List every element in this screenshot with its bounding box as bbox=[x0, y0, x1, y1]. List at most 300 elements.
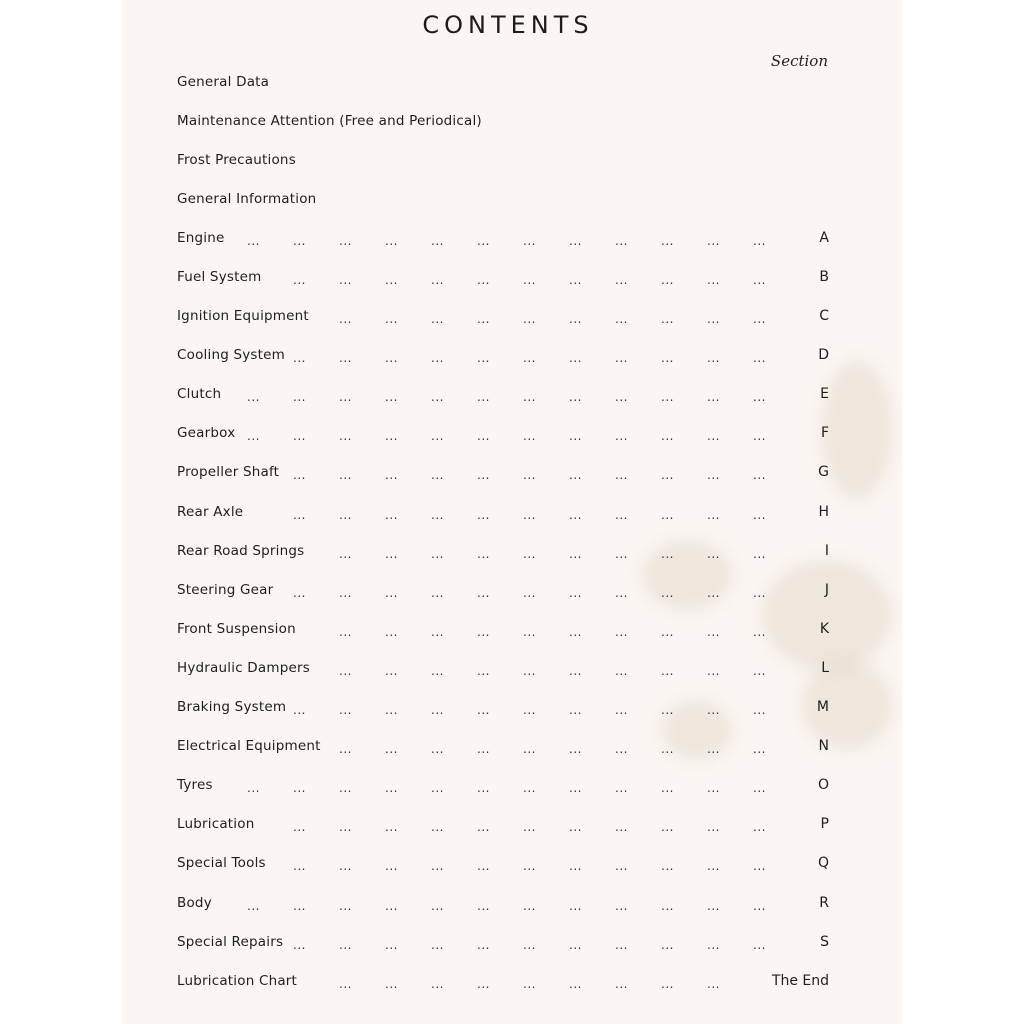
leader-dots: ... bbox=[523, 663, 536, 678]
leader-dots: ... bbox=[661, 429, 674, 444]
leader-dots: ... bbox=[615, 233, 628, 248]
toc-entry[interactable] bbox=[177, 805, 829, 844]
leader-dots: ... bbox=[615, 272, 628, 287]
leader-dots: ... bbox=[385, 741, 398, 756]
leader-dots: ... bbox=[615, 351, 628, 366]
page-title: CONTENTS bbox=[422, 11, 594, 39]
leader-dots: ... bbox=[661, 624, 674, 639]
toc-entry-label: Lubrication Chart bbox=[177, 972, 298, 989]
toc-entry[interactable] bbox=[177, 492, 829, 531]
toc-section-letter: K bbox=[819, 620, 829, 637]
toc-entry[interactable] bbox=[177, 375, 829, 414]
leader-dots: ... bbox=[293, 468, 306, 483]
toc-section-letter: A bbox=[819, 229, 829, 246]
toc-entry-label: General Information bbox=[177, 190, 317, 207]
leader-dots: ... bbox=[569, 311, 582, 326]
leader-dots: ... bbox=[339, 233, 352, 248]
leader-dots: ... bbox=[431, 233, 444, 248]
leader-dots: ... bbox=[523, 311, 536, 326]
leader-dots: ... bbox=[569, 585, 582, 600]
leader-dots: ... bbox=[385, 311, 398, 326]
leader-dots: ... bbox=[661, 937, 674, 952]
leader-dots: ... bbox=[615, 390, 628, 405]
leader-dots: ... bbox=[339, 272, 352, 287]
toc-entry-label: Maintenance Attention (Free and Periodical) bbox=[177, 112, 482, 129]
toc-entry-label: Lubrication bbox=[177, 816, 255, 833]
leader-dots: ... bbox=[523, 507, 536, 522]
leader-dots: ... bbox=[385, 898, 398, 913]
leader-dots: ... bbox=[477, 507, 490, 522]
leader-dots: ... bbox=[431, 468, 444, 483]
toc-section-letter: I bbox=[824, 542, 829, 559]
leader-dots: ... bbox=[615, 507, 628, 522]
leader-dots: ... bbox=[385, 468, 398, 483]
dot-leader bbox=[177, 257, 829, 296]
leader-dots: ... bbox=[293, 937, 306, 952]
toc-entry[interactable] bbox=[177, 297, 829, 336]
toc-entry-label: General Data bbox=[177, 73, 270, 90]
toc-entry-label: Rear Axle bbox=[177, 503, 244, 520]
leader-dots: ... bbox=[707, 546, 720, 561]
leader-dots: ... bbox=[707, 741, 720, 756]
leader-dots: ... bbox=[339, 741, 352, 756]
leader-dots: ... bbox=[615, 741, 628, 756]
toc-section-letter: G bbox=[818, 464, 829, 481]
dot-leader bbox=[177, 492, 829, 531]
leader-dots: ... bbox=[615, 624, 628, 639]
leader-dots: ... bbox=[523, 585, 536, 600]
leader-dots: ... bbox=[569, 781, 582, 796]
leader-dots: ... bbox=[661, 820, 674, 835]
leader-dots: ... bbox=[661, 898, 674, 913]
leader-dots: ... bbox=[247, 429, 260, 444]
toc-entry[interactable] bbox=[177, 844, 829, 883]
leader-dots: ... bbox=[385, 976, 398, 991]
leader-dots: ... bbox=[431, 351, 444, 366]
leader-dots: ... bbox=[707, 272, 720, 287]
leader-dots: ... bbox=[523, 781, 536, 796]
leader-dots: ... bbox=[339, 624, 352, 639]
leader-dots: ... bbox=[477, 741, 490, 756]
leader-dots: ... bbox=[385, 702, 398, 717]
leader-dots: ... bbox=[523, 702, 536, 717]
leader-dots: ... bbox=[385, 781, 398, 796]
leader-dots: ... bbox=[753, 233, 766, 248]
toc-entry[interactable] bbox=[177, 336, 829, 375]
leader-dots: ... bbox=[339, 859, 352, 874]
leader-dots: ... bbox=[477, 390, 490, 405]
toc-entry[interactable] bbox=[177, 883, 829, 922]
dot-leader bbox=[177, 375, 829, 414]
leader-dots: ... bbox=[615, 859, 628, 874]
leader-dots: ... bbox=[753, 272, 766, 287]
toc-section-letter: R bbox=[819, 894, 829, 911]
toc-entry-label: Frost Precautions bbox=[177, 151, 296, 168]
leader-dots: ... bbox=[661, 663, 674, 678]
leader-dots: ... bbox=[707, 624, 720, 639]
toc-section-letter: J bbox=[824, 581, 829, 598]
leader-dots: ... bbox=[247, 233, 260, 248]
leader-dots: ... bbox=[615, 781, 628, 796]
leader-dots: ... bbox=[339, 429, 352, 444]
toc-entry-label: Gearbox bbox=[177, 425, 236, 442]
toc-section-letter: S bbox=[820, 933, 829, 950]
toc-section-letter: M bbox=[816, 699, 829, 716]
leader-dots: ... bbox=[661, 351, 674, 366]
leader-dots: ... bbox=[707, 859, 720, 874]
leader-dots: ... bbox=[293, 585, 306, 600]
leader-dots: ... bbox=[569, 429, 582, 444]
leader-dots: ... bbox=[293, 272, 306, 287]
leader-dots: ... bbox=[661, 702, 674, 717]
leader-dots: ... bbox=[707, 820, 720, 835]
leader-dots: ... bbox=[477, 937, 490, 952]
leader-dots: ... bbox=[569, 507, 582, 522]
leader-dots: ... bbox=[385, 507, 398, 522]
leader-dots: ... bbox=[661, 741, 674, 756]
leader-dots: ... bbox=[523, 546, 536, 561]
leader-dots: ... bbox=[477, 702, 490, 717]
leader-dots: ... bbox=[339, 976, 352, 991]
leader-dots: ... bbox=[385, 390, 398, 405]
dot-leader bbox=[177, 218, 829, 257]
toc-entry-label: Special Tools bbox=[177, 855, 266, 872]
leader-dots: ... bbox=[477, 272, 490, 287]
toc-section-letter: Q bbox=[817, 855, 829, 872]
leader-dots: ... bbox=[661, 781, 674, 796]
toc-section-letter: The End bbox=[771, 972, 829, 989]
leader-dots: ... bbox=[339, 468, 352, 483]
leader-dots: ... bbox=[707, 976, 720, 991]
toc-entry-label: Clutch bbox=[177, 386, 222, 403]
dot-leader bbox=[177, 805, 829, 844]
leader-dots: ... bbox=[477, 859, 490, 874]
toc-entry[interactable] bbox=[177, 688, 829, 727]
leader-dots: ... bbox=[661, 546, 674, 561]
leader-dots: ... bbox=[661, 468, 674, 483]
leader-dots: ... bbox=[431, 820, 444, 835]
leader-dots: ... bbox=[523, 624, 536, 639]
toc-entry[interactable] bbox=[177, 101, 829, 140]
document-page bbox=[122, 0, 902, 1024]
leader-dots: ... bbox=[477, 429, 490, 444]
leader-dots: ... bbox=[477, 546, 490, 561]
leader-dots: ... bbox=[293, 429, 306, 444]
leader-dots: ... bbox=[569, 390, 582, 405]
dot-leader bbox=[177, 414, 829, 453]
section-column-heading: Section bbox=[770, 52, 828, 70]
leader-dots: ... bbox=[385, 272, 398, 287]
leader-dots: ... bbox=[707, 351, 720, 366]
leader-dots: ... bbox=[707, 663, 720, 678]
leader-dots: ... bbox=[431, 624, 444, 639]
leader-dots: ... bbox=[707, 702, 720, 717]
leader-dots: ... bbox=[339, 585, 352, 600]
leader-dots: ... bbox=[339, 898, 352, 913]
leader-dots: ... bbox=[477, 624, 490, 639]
leader-dots: ... bbox=[753, 663, 766, 678]
leader-dots: ... bbox=[569, 624, 582, 639]
leader-dots: ... bbox=[615, 468, 628, 483]
leader-dots: ... bbox=[431, 663, 444, 678]
leader-dots: ... bbox=[753, 311, 766, 326]
leader-dots: ... bbox=[339, 781, 352, 796]
dot-leader bbox=[177, 570, 829, 609]
toc-entry[interactable] bbox=[177, 570, 829, 609]
leader-dots: ... bbox=[569, 820, 582, 835]
leader-dots: ... bbox=[477, 311, 490, 326]
leader-dots: ... bbox=[431, 859, 444, 874]
leader-dots: ... bbox=[615, 937, 628, 952]
leader-dots: ... bbox=[615, 429, 628, 444]
toc-entry-label: Cooling System bbox=[177, 347, 286, 364]
leader-dots: ... bbox=[569, 898, 582, 913]
toc-entry-label: Body bbox=[177, 894, 212, 911]
leader-dots: ... bbox=[431, 781, 444, 796]
leader-dots: ... bbox=[661, 585, 674, 600]
leader-dots: ... bbox=[569, 702, 582, 717]
leader-dots: ... bbox=[477, 820, 490, 835]
leader-dots: ... bbox=[385, 429, 398, 444]
leader-dots: ... bbox=[523, 741, 536, 756]
toc-entry[interactable] bbox=[177, 140, 829, 179]
toc-entry-label: Front Suspension bbox=[177, 620, 296, 637]
leader-dots: ... bbox=[707, 390, 720, 405]
dot-leader bbox=[177, 62, 829, 101]
toc-entry[interactable] bbox=[177, 531, 829, 570]
leader-dots: ... bbox=[753, 820, 766, 835]
leader-dots: ... bbox=[385, 233, 398, 248]
leader-dots: ... bbox=[385, 663, 398, 678]
leader-dots: ... bbox=[753, 507, 766, 522]
toc-entry-label: Rear Road Springs bbox=[177, 542, 305, 559]
leader-dots: ... bbox=[569, 233, 582, 248]
leader-dots: ... bbox=[523, 898, 536, 913]
leader-dots: ... bbox=[339, 507, 352, 522]
leader-dots: ... bbox=[753, 898, 766, 913]
leader-dots: ... bbox=[661, 859, 674, 874]
leader-dots: ... bbox=[339, 820, 352, 835]
leader-dots: ... bbox=[477, 898, 490, 913]
toc-entry-label: Special Repairs bbox=[177, 933, 284, 950]
toc-section-letter: H bbox=[818, 503, 829, 520]
leader-dots: ... bbox=[431, 702, 444, 717]
leader-dots: ... bbox=[477, 663, 490, 678]
leader-dots: ... bbox=[385, 351, 398, 366]
leader-dots: ... bbox=[707, 937, 720, 952]
paper-stain bbox=[822, 360, 892, 500]
leader-dots: ... bbox=[569, 741, 582, 756]
toc-entry-label: Tyres bbox=[177, 777, 213, 794]
leader-dots: ... bbox=[753, 429, 766, 444]
leader-dots: ... bbox=[293, 820, 306, 835]
leader-dots: ... bbox=[385, 585, 398, 600]
leader-dots: ... bbox=[753, 624, 766, 639]
toc-entry-label: Electrical Equipment bbox=[177, 738, 321, 755]
leader-dots: ... bbox=[615, 820, 628, 835]
leader-dots: ... bbox=[569, 272, 582, 287]
leader-dots: ... bbox=[661, 390, 674, 405]
toc-entry[interactable] bbox=[177, 257, 829, 296]
toc-section-letter: L bbox=[821, 659, 829, 676]
table-of-contents bbox=[177, 62, 829, 1000]
leader-dots: ... bbox=[707, 898, 720, 913]
leader-dots: ... bbox=[753, 468, 766, 483]
leader-dots: ... bbox=[707, 311, 720, 326]
leader-dots: ... bbox=[431, 272, 444, 287]
leader-dots: ... bbox=[477, 351, 490, 366]
leader-dots: ... bbox=[293, 507, 306, 522]
leader-dots: ... bbox=[431, 976, 444, 991]
leader-dots: ... bbox=[569, 663, 582, 678]
toc-section-letter: C bbox=[819, 308, 829, 325]
leader-dots: ... bbox=[339, 546, 352, 561]
toc-entry[interactable] bbox=[177, 961, 829, 1000]
leader-dots: ... bbox=[431, 429, 444, 444]
toc-section-letter: F bbox=[820, 425, 829, 442]
leader-dots: ... bbox=[431, 390, 444, 405]
leader-dots: ... bbox=[523, 937, 536, 952]
leader-dots: ... bbox=[523, 351, 536, 366]
leader-dots: ... bbox=[293, 859, 306, 874]
toc-entry-label: Engine bbox=[177, 229, 225, 246]
toc-entry[interactable] bbox=[177, 218, 829, 257]
toc-entry[interactable] bbox=[177, 727, 829, 766]
leader-dots: ... bbox=[431, 937, 444, 952]
leader-dots: ... bbox=[707, 585, 720, 600]
leader-dots: ... bbox=[569, 976, 582, 991]
toc-entry-label: Ignition Equipment bbox=[177, 308, 309, 325]
leader-dots: ... bbox=[431, 507, 444, 522]
leader-dots: ... bbox=[293, 233, 306, 248]
leader-dots: ... bbox=[615, 585, 628, 600]
toc-entry-label: Hydraulic Dampers bbox=[177, 659, 310, 676]
leader-dots: ... bbox=[431, 741, 444, 756]
leader-dots: ... bbox=[523, 976, 536, 991]
leader-dots: ... bbox=[339, 702, 352, 717]
leader-dots: ... bbox=[661, 233, 674, 248]
dot-leader bbox=[177, 883, 829, 922]
leader-dots: ... bbox=[753, 781, 766, 796]
toc-entry[interactable] bbox=[177, 414, 829, 453]
toc-section-letter: P bbox=[820, 816, 829, 833]
toc-section-letter: N bbox=[818, 738, 829, 755]
toc-entry-label: Braking System bbox=[177, 699, 287, 716]
leader-dots: ... bbox=[707, 507, 720, 522]
leader-dots: ... bbox=[753, 585, 766, 600]
leader-dots: ... bbox=[293, 351, 306, 366]
leader-dots: ... bbox=[615, 702, 628, 717]
leader-dots: ... bbox=[523, 468, 536, 483]
leader-dots: ... bbox=[661, 272, 674, 287]
leader-dots: ... bbox=[523, 859, 536, 874]
leader-dots: ... bbox=[707, 468, 720, 483]
leader-dots: ... bbox=[753, 702, 766, 717]
leader-dots: ... bbox=[477, 781, 490, 796]
leader-dots: ... bbox=[477, 468, 490, 483]
toc-entry-label: Propeller Shaft bbox=[177, 464, 280, 481]
dot-leader bbox=[177, 844, 829, 883]
toc-entry-label: Steering Gear bbox=[177, 581, 274, 598]
leader-dots: ... bbox=[293, 781, 306, 796]
leader-dots: ... bbox=[707, 429, 720, 444]
leader-dots: ... bbox=[339, 937, 352, 952]
leader-dots: ... bbox=[569, 351, 582, 366]
leader-dots: ... bbox=[431, 898, 444, 913]
leader-dots: ... bbox=[431, 311, 444, 326]
leader-dots: ... bbox=[431, 546, 444, 561]
leader-dots: ... bbox=[615, 546, 628, 561]
leader-dots: ... bbox=[753, 390, 766, 405]
leader-dots: ... bbox=[753, 741, 766, 756]
toc-section-letter: E bbox=[820, 386, 829, 403]
leader-dots: ... bbox=[753, 546, 766, 561]
leader-dots: ... bbox=[477, 233, 490, 248]
leader-dots: ... bbox=[247, 781, 260, 796]
leader-dots: ... bbox=[523, 272, 536, 287]
leader-dots: ... bbox=[247, 898, 260, 913]
toc-entry-label: Fuel System bbox=[177, 269, 262, 286]
leader-dots: ... bbox=[523, 820, 536, 835]
leader-dots: ... bbox=[569, 859, 582, 874]
dot-leader bbox=[177, 766, 829, 805]
leader-dots: ... bbox=[293, 390, 306, 405]
toc-entry[interactable] bbox=[177, 179, 829, 218]
leader-dots: ... bbox=[753, 351, 766, 366]
toc-section-letter: O bbox=[817, 777, 829, 794]
leader-dots: ... bbox=[661, 507, 674, 522]
leader-dots: ... bbox=[615, 311, 628, 326]
leader-dots: ... bbox=[615, 663, 628, 678]
leader-dots: ... bbox=[523, 390, 536, 405]
leader-dots: ... bbox=[385, 546, 398, 561]
toc-entry[interactable] bbox=[177, 453, 829, 492]
leader-dots: ... bbox=[385, 624, 398, 639]
leader-dots: ... bbox=[615, 898, 628, 913]
leader-dots: ... bbox=[293, 898, 306, 913]
leader-dots: ... bbox=[477, 585, 490, 600]
leader-dots: ... bbox=[569, 937, 582, 952]
toc-entry[interactable] bbox=[177, 609, 829, 648]
leader-dots: ... bbox=[339, 311, 352, 326]
leader-dots: ... bbox=[339, 390, 352, 405]
leader-dots: ... bbox=[753, 859, 766, 874]
leader-dots: ... bbox=[753, 937, 766, 952]
toc-entry[interactable] bbox=[177, 62, 829, 101]
leader-dots: ... bbox=[661, 976, 674, 991]
leader-dots: ... bbox=[247, 390, 260, 405]
toc-entry[interactable] bbox=[177, 766, 829, 805]
leader-dots: ... bbox=[569, 546, 582, 561]
leader-dots: ... bbox=[385, 937, 398, 952]
toc-section-letter: B bbox=[819, 269, 829, 286]
leader-dots: ... bbox=[707, 233, 720, 248]
leader-dots: ... bbox=[339, 351, 352, 366]
leader-dots: ... bbox=[523, 429, 536, 444]
leader-dots: ... bbox=[615, 976, 628, 991]
leader-dots: ... bbox=[523, 233, 536, 248]
leader-dots: ... bbox=[385, 820, 398, 835]
leader-dots: ... bbox=[385, 859, 398, 874]
leader-dots: ... bbox=[707, 781, 720, 796]
leader-dots: ... bbox=[431, 585, 444, 600]
toc-entry[interactable] bbox=[177, 922, 829, 961]
leader-dots: ... bbox=[293, 702, 306, 717]
leader-dots: ... bbox=[661, 311, 674, 326]
leader-dots: ... bbox=[569, 468, 582, 483]
toc-section-letter: D bbox=[818, 347, 829, 364]
toc-entry[interactable] bbox=[177, 648, 829, 687]
